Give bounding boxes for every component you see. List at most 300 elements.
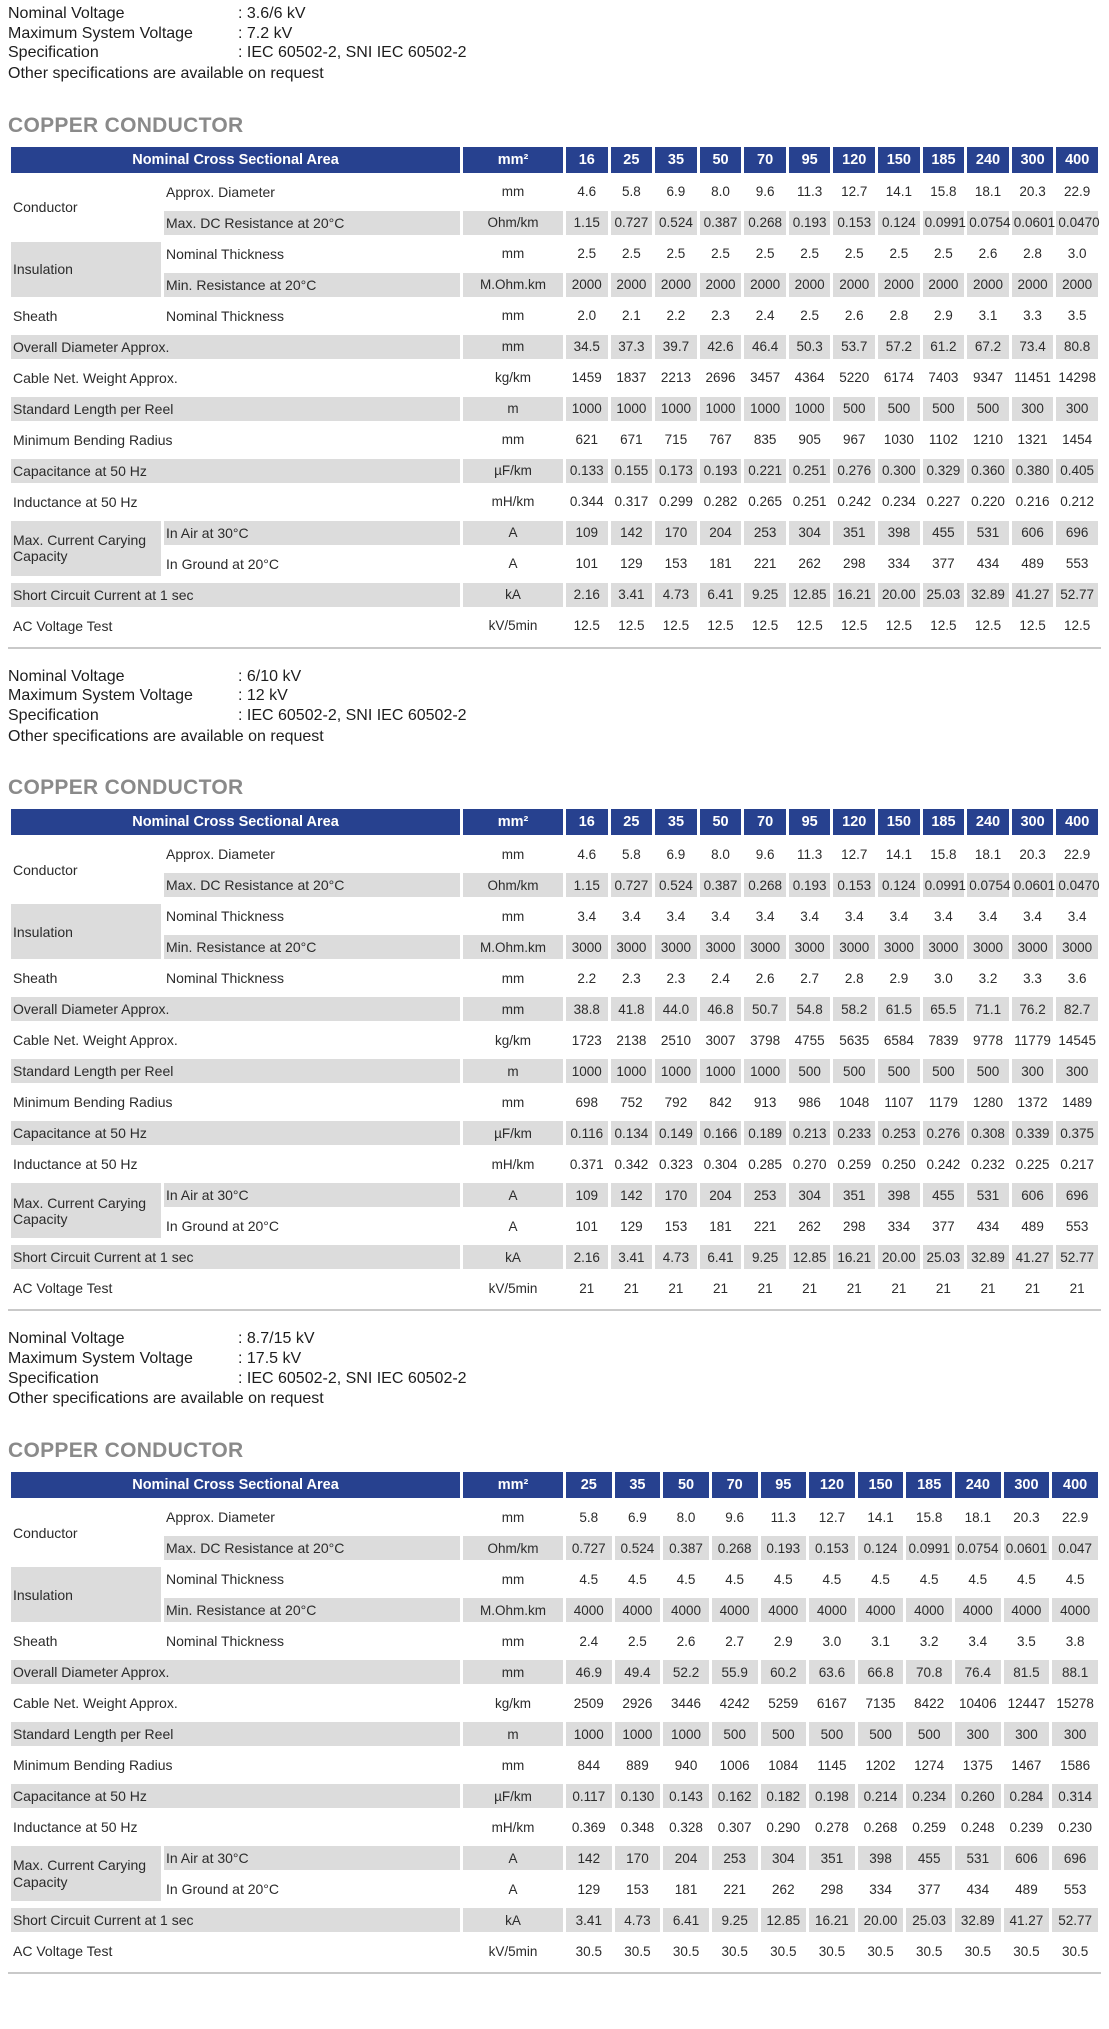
value-cell: 0.124 xyxy=(858,1536,904,1560)
table-row xyxy=(11,1908,1098,1932)
value-cell: 3000 xyxy=(923,935,965,959)
row-label: Min. Resistance at 20°C xyxy=(164,935,460,959)
value-cell: 4.73 xyxy=(655,1245,697,1269)
value-cell: 2000 xyxy=(878,273,920,297)
value-cell: 9.25 xyxy=(712,1908,758,1932)
value-cell: 4.5 xyxy=(919,1571,939,1587)
value-cell: 300 xyxy=(1012,1059,1054,1083)
column-header-size: 50 xyxy=(663,1472,709,1498)
value-cell: 0.149 xyxy=(655,1121,697,1145)
value-cell: 0.242 xyxy=(837,494,872,510)
row-unit: mm xyxy=(501,908,525,924)
table-row xyxy=(11,1939,1098,1963)
row-unit: A xyxy=(508,1881,518,1897)
column-header-area: Nominal Cross Sectional Area xyxy=(11,1472,460,1498)
value-cell: 2.3 xyxy=(666,970,686,986)
value-cell: 0.348 xyxy=(620,1819,655,1835)
value-cell: 5.8 xyxy=(621,184,641,200)
row-label: Min. Resistance at 20°C xyxy=(164,273,460,297)
value-cell: 12.5 xyxy=(707,618,734,634)
row-unit: kg/km xyxy=(494,1032,531,1048)
value-cell: 2.16 xyxy=(566,1245,608,1269)
value-cell: 0.0601 xyxy=(1004,1536,1050,1560)
value-cell: 1000 xyxy=(663,1722,709,1746)
value-cell: 2.9 xyxy=(773,1633,793,1649)
value-cell: 0.130 xyxy=(615,1784,661,1808)
value-cell: 0.260 xyxy=(955,1784,1001,1808)
table-row xyxy=(11,490,1098,514)
row-label: Nominal Thickness xyxy=(166,1633,285,1650)
value-cell: 1000 xyxy=(744,1059,786,1083)
row-label: AC Voltage Test xyxy=(13,1943,113,1960)
row-unit: mm xyxy=(463,1660,563,1684)
row-group-label: Max. Current Carying Capacity xyxy=(11,521,161,576)
value-cell: 9778 xyxy=(972,1032,1004,1048)
value-cell: 181 xyxy=(709,556,732,572)
row-label: Minimum Bending Radius xyxy=(13,1757,173,1774)
value-cell: 4000 xyxy=(955,1598,1001,1622)
value-cell: 0.193 xyxy=(761,1536,807,1560)
value-cell: 3.0 xyxy=(1067,246,1087,262)
value-cell: 4000 xyxy=(663,1598,709,1622)
column-header-size: 70 xyxy=(712,1472,758,1498)
value-cell: 398 xyxy=(858,1846,904,1870)
row-label: In Air at 30°C xyxy=(164,1846,460,1870)
value-cell: 42.6 xyxy=(700,335,742,359)
value-cell: 9.25 xyxy=(744,1245,786,1269)
table-row xyxy=(11,1815,1098,1839)
value-cell: 204 xyxy=(663,1846,709,1870)
value-cell: 1586 xyxy=(1060,1757,1091,1773)
value-cell: 3.41 xyxy=(566,1908,612,1932)
value-cell: 3.8 xyxy=(1065,1633,1085,1649)
value-cell: 30.5 xyxy=(916,1943,943,1959)
value-cell: 0.284 xyxy=(1004,1784,1050,1808)
value-cell: 0.276 xyxy=(923,1121,965,1145)
row-label: Standard Length per Reel xyxy=(11,1059,460,1083)
value-cell: 21 xyxy=(1069,1280,1085,1296)
value-cell: 170 xyxy=(655,521,697,545)
section-title: COPPER CONDUCTOR xyxy=(8,1439,244,1463)
row-unit: mm xyxy=(501,1571,525,1587)
value-cell: 2000 xyxy=(1056,273,1098,297)
value-cell: 80.8 xyxy=(1056,335,1098,359)
row-unit: A xyxy=(508,1218,518,1234)
value-cell: 3.4 xyxy=(844,908,864,924)
value-cell: 101 xyxy=(575,1218,599,1234)
value-cell: 65.5 xyxy=(923,997,965,1021)
value-cell: 4.5 xyxy=(579,1571,599,1587)
value-cell: 0.214 xyxy=(858,1784,904,1808)
value-cell: 12.5 xyxy=(1019,618,1046,634)
value-cell: 0.239 xyxy=(1009,1819,1044,1835)
value-cell: 0.232 xyxy=(971,1156,1005,1172)
value-cell: 12.5 xyxy=(796,618,823,634)
table-row xyxy=(11,873,1098,897)
value-cell: 0.234 xyxy=(906,1784,952,1808)
row-label: Capacitance at 50 Hz xyxy=(11,1784,460,1808)
value-cell: 46.4 xyxy=(744,335,786,359)
value-cell: 2000 xyxy=(611,273,653,297)
value-cell: 2.5 xyxy=(800,308,820,324)
value-cell: 2.5 xyxy=(934,246,953,262)
value-cell: 0.198 xyxy=(809,1784,855,1808)
row-label: In Air at 30°C xyxy=(164,1183,460,1207)
column-header-size: 150 xyxy=(858,1472,904,1498)
value-cell: 60.2 xyxy=(761,1660,807,1684)
value-cell: 334 xyxy=(869,1881,892,1897)
value-cell: 300 xyxy=(1056,1059,1098,1083)
row-label: AC Voltage Test xyxy=(13,1280,113,1297)
value-cell: 0.308 xyxy=(967,1121,1009,1145)
value-cell: 2.5 xyxy=(844,246,864,262)
value-cell: 54.8 xyxy=(789,997,831,1021)
value-cell: 0.317 xyxy=(614,494,649,510)
value-cell: 181 xyxy=(709,1218,732,1234)
value-cell: 1467 xyxy=(1011,1757,1042,1773)
value-cell: 3000 xyxy=(566,935,608,959)
table-row xyxy=(11,1183,1098,1207)
table-row xyxy=(11,1660,1098,1684)
row-label: Approx. Diameter xyxy=(166,1509,275,1526)
table-row xyxy=(11,180,1098,204)
value-cell: 1084 xyxy=(768,1757,799,1773)
value-cell: 12.85 xyxy=(789,1245,831,1269)
row-unit: mm xyxy=(501,970,525,986)
value-cell: 0.189 xyxy=(744,1121,786,1145)
column-header-size: 70 xyxy=(744,147,786,173)
copper-conductor-table-3 xyxy=(8,1465,1101,1970)
row-label: Nominal Thickness xyxy=(166,307,285,324)
value-cell: 0.342 xyxy=(614,1156,649,1172)
value-cell: 25.03 xyxy=(906,1908,952,1932)
value-cell: 0.225 xyxy=(1015,1156,1050,1172)
value-cell: 2.8 xyxy=(1023,246,1042,262)
value-cell: 1000 xyxy=(655,1059,697,1083)
value-cell: 3000 xyxy=(655,935,697,959)
value-cell: 553 xyxy=(1065,1218,1089,1234)
row-group-label: Conductor xyxy=(13,1524,78,1541)
table-row xyxy=(11,1090,1098,1114)
value-cell: 0.124 xyxy=(878,211,920,235)
value-cell: 500 xyxy=(967,397,1009,421)
row-unit: mm xyxy=(501,846,525,862)
value-cell: 6.41 xyxy=(700,583,742,607)
table-row xyxy=(11,842,1098,866)
column-header-size: 120 xyxy=(809,1472,855,1498)
value-cell: 696 xyxy=(1052,1846,1098,1870)
table-row xyxy=(11,1846,1098,1870)
column-header-size: 35 xyxy=(615,1472,661,1498)
value-cell: 500 xyxy=(789,1059,831,1083)
value-cell: 0.221 xyxy=(744,459,786,483)
value-cell: 4.5 xyxy=(725,1571,745,1587)
value-cell: 55.9 xyxy=(712,1660,758,1684)
table-row xyxy=(11,428,1098,452)
value-cell: 2696 xyxy=(705,370,736,386)
table-row xyxy=(11,335,1098,359)
value-cell: 0.387 xyxy=(700,873,742,897)
table-row xyxy=(11,459,1098,483)
value-cell: 3.5 xyxy=(1017,1633,1036,1649)
value-cell: 698 xyxy=(575,1094,599,1110)
value-cell: 142 xyxy=(566,1846,612,1870)
value-cell: 4.5 xyxy=(1017,1571,1036,1587)
value-cell: 2.5 xyxy=(800,246,820,262)
value-cell: 940 xyxy=(674,1757,698,1773)
value-cell: 3.4 xyxy=(968,1633,988,1649)
row-unit: kg/km xyxy=(494,1695,531,1711)
value-cell: 1006 xyxy=(719,1757,750,1773)
row-unit: m xyxy=(463,1059,563,1083)
value-cell: 377 xyxy=(917,1881,941,1897)
value-cell: 4.5 xyxy=(968,1571,988,1587)
value-cell: 12.5 xyxy=(841,618,868,634)
value-cell: 300 xyxy=(1012,397,1054,421)
spec-value: : 12 kV xyxy=(238,687,288,705)
copper-conductor-table-1 xyxy=(8,140,1101,645)
value-cell: 4.6 xyxy=(577,184,597,200)
row-unit: mm xyxy=(463,335,563,359)
value-cell: 300 xyxy=(1004,1722,1050,1746)
value-cell: 142 xyxy=(611,521,653,545)
value-cell: 1102 xyxy=(928,432,958,448)
value-cell: 7403 xyxy=(928,370,959,386)
value-cell: 0.0991 xyxy=(906,1536,952,1560)
row-group-label: Max. Current Carying Capacity xyxy=(11,1846,161,1901)
column-header-size: 95 xyxy=(761,1472,807,1498)
value-cell: 3000 xyxy=(833,935,875,959)
value-cell: 2.5 xyxy=(621,246,641,262)
value-cell: 455 xyxy=(906,1846,952,1870)
table-wrap xyxy=(8,140,1101,649)
value-cell: 0.339 xyxy=(1012,1121,1054,1145)
value-cell: 2.4 xyxy=(711,970,730,986)
row-label: Minimum Bending Radius xyxy=(13,1094,173,1111)
value-cell: 3.4 xyxy=(621,908,641,924)
value-cell: 9.6 xyxy=(725,1509,745,1525)
value-cell: 22.9 xyxy=(1064,846,1091,862)
table-row xyxy=(11,1598,1098,1622)
value-cell: 41.27 xyxy=(1004,1908,1050,1932)
table-header-row xyxy=(11,147,1098,173)
row-unit: mm xyxy=(463,997,563,1021)
value-cell: 221 xyxy=(753,1218,777,1234)
spec-value: : IEC 60502-2, SNI IEC 60502-2 xyxy=(238,1369,467,1387)
value-cell: 500 xyxy=(712,1722,758,1746)
value-cell: 2.3 xyxy=(711,308,730,324)
column-header-size: 95 xyxy=(789,147,831,173)
value-cell: 792 xyxy=(664,1094,688,1110)
value-cell: 37.3 xyxy=(611,335,653,359)
value-cell: 14298 xyxy=(1058,370,1096,386)
row-unit: kV/5min xyxy=(488,1943,538,1959)
value-cell: 2.4 xyxy=(579,1633,599,1649)
row-unit: mm xyxy=(501,1633,525,1649)
value-cell: 0.153 xyxy=(833,873,875,897)
value-cell: 0.405 xyxy=(1056,459,1098,483)
table-row xyxy=(11,1276,1098,1300)
value-cell: 4000 xyxy=(858,1598,904,1622)
row-unit: kV/5min xyxy=(488,618,538,634)
row-group-label: Sheath xyxy=(13,1633,58,1650)
row-label: Cable Net. Weight Approx. xyxy=(13,1032,178,1049)
value-cell: 0.268 xyxy=(712,1536,758,1560)
row-label: Max. DC Resistance at 20°C xyxy=(164,1536,460,1560)
value-cell: 15278 xyxy=(1056,1695,1094,1711)
value-cell: 606 xyxy=(1012,1183,1054,1207)
value-cell: 5635 xyxy=(839,1032,870,1048)
value-cell: 351 xyxy=(833,521,875,545)
value-cell: 3798 xyxy=(750,1032,781,1048)
value-cell: 2000 xyxy=(1012,273,1054,297)
value-cell: 0.155 xyxy=(611,459,653,483)
value-cell: 0.0601 xyxy=(1012,873,1054,897)
value-cell: 21 xyxy=(713,1280,729,1296)
value-cell: 221 xyxy=(723,1881,746,1897)
spec-note: Other specifications are available on request xyxy=(8,1390,324,1408)
value-cell: 76.4 xyxy=(955,1660,1001,1684)
value-cell: 1000 xyxy=(655,397,697,421)
value-cell: 1000 xyxy=(566,397,608,421)
value-cell: 3000 xyxy=(789,935,831,959)
value-cell: 0.166 xyxy=(700,1121,742,1145)
column-header-size: 16 xyxy=(566,809,608,835)
value-cell: 489 xyxy=(1015,1881,1038,1897)
row-label: Nominal Thickness xyxy=(166,908,285,925)
row-label: Min. Resistance at 20°C xyxy=(164,1598,460,1622)
value-cell: 2.7 xyxy=(725,1633,745,1649)
value-cell: 3.0 xyxy=(934,970,953,986)
row-unit: kA xyxy=(463,1908,563,1932)
table-row xyxy=(11,273,1098,297)
value-cell: 298 xyxy=(820,1881,844,1897)
value-cell: 500 xyxy=(858,1722,904,1746)
value-cell: 1321 xyxy=(1017,432,1048,448)
value-cell: 109 xyxy=(566,1183,608,1207)
value-cell: 455 xyxy=(923,521,965,545)
value-cell: 671 xyxy=(620,432,643,448)
value-cell: 15.8 xyxy=(930,184,957,200)
value-cell: 3000 xyxy=(744,935,786,959)
value-cell: 4242 xyxy=(719,1695,750,1711)
value-cell: 905 xyxy=(798,432,821,448)
spec-block-3 xyxy=(8,1329,1101,1409)
value-cell: 0.524 xyxy=(655,211,697,235)
value-cell: 489 xyxy=(1021,556,1044,572)
table-header-row xyxy=(11,809,1098,835)
row-unit: kg/km xyxy=(494,370,531,386)
value-cell: 4.5 xyxy=(822,1571,842,1587)
value-cell: 0.0470 xyxy=(1056,211,1098,235)
value-cell: 21 xyxy=(757,1280,773,1296)
column-header-size: 35 xyxy=(655,809,697,835)
value-cell: 1048 xyxy=(839,1094,870,1110)
value-cell: 4.5 xyxy=(628,1571,647,1587)
table-row xyxy=(11,1629,1098,1653)
value-cell: 3.1 xyxy=(978,308,998,324)
value-cell: 2.5 xyxy=(889,246,909,262)
spec-label: Specification xyxy=(8,707,99,725)
row-label: Inductance at 50 Hz xyxy=(13,493,138,510)
value-cell: 2.16 xyxy=(566,583,608,607)
value-cell: 2000 xyxy=(833,273,875,297)
value-cell: 0.216 xyxy=(1015,494,1050,510)
value-cell: 21 xyxy=(846,1280,862,1296)
value-cell: 531 xyxy=(955,1846,1001,1870)
value-cell: 53.7 xyxy=(833,335,875,359)
value-cell: 844 xyxy=(577,1757,601,1773)
value-cell: 0.727 xyxy=(611,211,653,235)
value-cell: 3.3 xyxy=(1023,970,1042,986)
row-unit: A xyxy=(463,1183,563,1207)
row-label: Short Circuit Current at 1 sec xyxy=(11,1908,460,1932)
value-cell: 0.0754 xyxy=(955,1536,1001,1560)
value-cell: 0.117 xyxy=(566,1784,612,1808)
value-cell: 14.1 xyxy=(885,184,912,200)
value-cell: 3.0 xyxy=(822,1633,842,1649)
column-header-size: 120 xyxy=(833,809,875,835)
row-label: Short Circuit Current at 1 sec xyxy=(11,1245,460,1269)
value-cell: 0.248 xyxy=(960,1819,995,1835)
row-label: In Ground at 20°C xyxy=(166,1881,279,1898)
value-cell: 0.314 xyxy=(1052,1784,1098,1808)
value-cell: 12.7 xyxy=(841,184,868,200)
value-cell: 1000 xyxy=(615,1722,661,1746)
value-cell: 0.213 xyxy=(789,1121,831,1145)
value-cell: 262 xyxy=(772,1881,795,1897)
spec-line xyxy=(8,686,1101,706)
table-row xyxy=(11,1505,1098,1529)
value-cell: 16.21 xyxy=(833,1245,875,1269)
value-cell: 304 xyxy=(789,521,831,545)
value-cell: 11779 xyxy=(1014,1032,1051,1048)
row-label: Inductance at 50 Hz xyxy=(13,1819,138,1836)
value-cell: 334 xyxy=(887,556,911,572)
spec-label: Nominal Voltage xyxy=(8,1330,125,1348)
spec-value: : 6/10 kV xyxy=(238,667,302,685)
value-cell: 1280 xyxy=(972,1094,1004,1110)
value-cell: 0.360 xyxy=(967,459,1009,483)
value-cell: 4000 xyxy=(1052,1598,1098,1622)
value-cell: 0.524 xyxy=(655,873,697,897)
row-label: Standard Length per Reel xyxy=(11,1722,460,1746)
table-row xyxy=(11,552,1098,576)
value-cell: 88.1 xyxy=(1052,1660,1098,1684)
value-cell: 0.290 xyxy=(766,1819,801,1835)
column-header-size: 25 xyxy=(611,809,653,835)
value-cell: 153 xyxy=(664,556,688,572)
value-cell: 32.89 xyxy=(955,1908,1001,1932)
value-cell: 6.41 xyxy=(700,1245,742,1269)
column-header-unit: mm² xyxy=(463,1472,563,1498)
row-label: Overall Diameter Approx. xyxy=(11,1660,460,1684)
value-cell: 15.8 xyxy=(916,1509,943,1525)
value-cell: 9.25 xyxy=(744,583,786,607)
value-cell: 1375 xyxy=(962,1757,993,1773)
value-cell: 2926 xyxy=(622,1695,653,1711)
value-cell: 12.7 xyxy=(818,1509,846,1525)
table-row xyxy=(11,614,1098,638)
value-cell: 67.2 xyxy=(967,335,1009,359)
value-cell: 170 xyxy=(615,1846,661,1870)
value-cell: 1723 xyxy=(571,1032,602,1048)
row-unit: Ohm/km xyxy=(463,211,563,235)
value-cell: 12.85 xyxy=(761,1908,807,1932)
column-header-area: Nominal Cross Sectional Area xyxy=(11,147,460,173)
row-unit: m xyxy=(463,397,563,421)
value-cell: 0.304 xyxy=(703,1156,738,1172)
